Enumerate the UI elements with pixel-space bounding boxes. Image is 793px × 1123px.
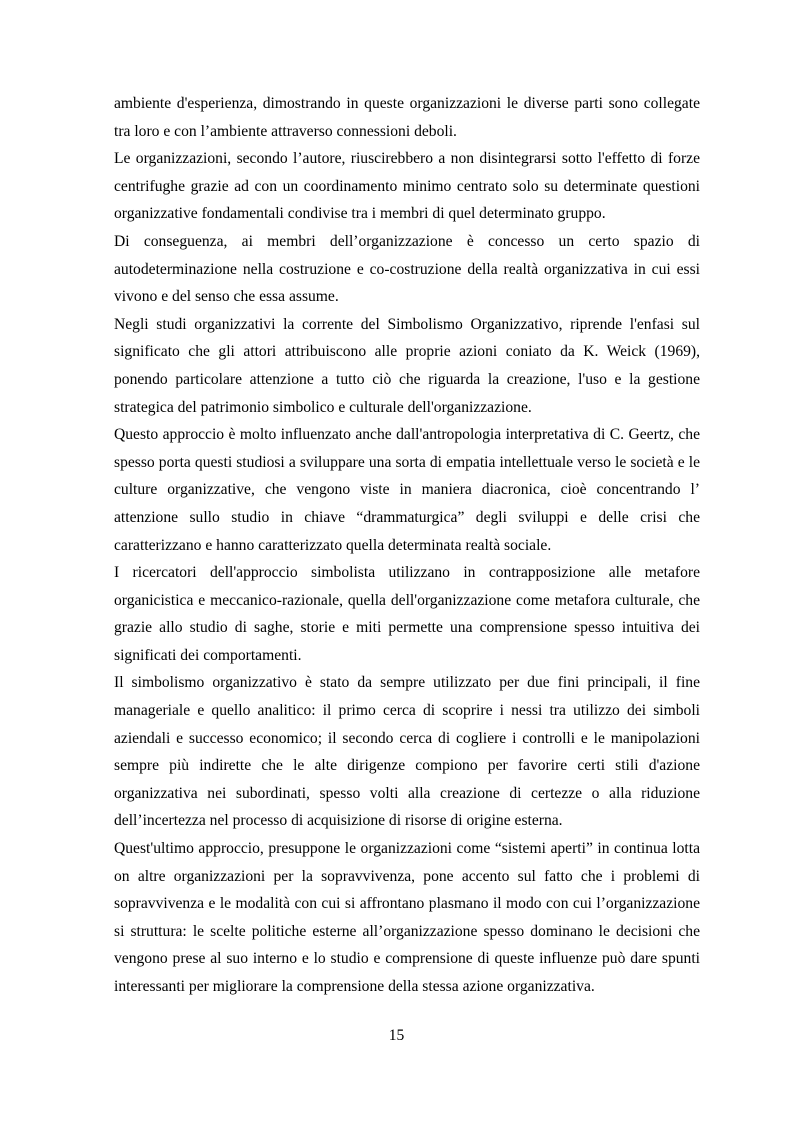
paragraph-8: Quest'ultimo approccio, presuppone le organizzazioni come “sistemi aperti” in continua lotta on altre organizzazioni per la sopravvivenza, pone accento sul fatto che i problemi di sopravvivenza e le modalità con cui si affrontano plasmano il modo con cui l’organizzazione si struttura: le scelte politiche esterne all’organizzazione spesso dominano le decisioni che vengono prese al suo interno e lo studio e comprensione di queste influenze può dare spunti interessanti per migliorare la comprensione della stessa azione organizzativa. bbox=[114, 840, 700, 995]
paragraph-3: Di conseguenza, ai membri dell’organizzazione è concesso un certo spazio di autodeterminazione nella costruzione e co-costruzione della realtà organizzativa in cui essi vivono e del senso che essa assume. bbox=[114, 232, 700, 306]
paragraph-2: Le organizzazioni, secondo l’autore, riuscirebbero a non disintegrarsi sotto l'effetto di forze centrifughe grazie ad con un coordinamento minimo centrato solo su determinate questioni organizzative fondamentali condivise tra i membri di quel determinato gruppo. bbox=[114, 150, 700, 223]
paragraph-5: Questo approccio è molto influenzato anche dall'antropologia interpretativa di C. Geertz, che spesso porta questi studiosi a sviluppare una sorta di empatia intellettuale verso le società e le culture organizzative, che vengono viste in maniera diacronica, cioè concentrando l’ attenzione sullo studio in chiave “drammaturgica” degli sviluppi e delle crisi che caratterizzano e hanno caratterizzato quella determinata realtà sociale. bbox=[114, 426, 700, 554]
document-page bbox=[114, 90, 700, 1001]
paragraph-1: ambiente d'esperienza, dimostrando in queste organizzazioni le diverse parti sono collegate tra loro e con l’ambiente attraverso connessioni deboli. bbox=[114, 95, 700, 140]
page-number: 15 bbox=[388, 1027, 405, 1044]
paragraph-7: Il simbolismo organizzativo è stato da sempre utilizzato per due fini principali, il fine manageriale e quello analitico: il primo cerca di scoprire i nessi tra utilizzo dei simboli aziendali e successo economico; il secondo cerca di cogliere i controlli e le manipolazioni sempre più indirette che le alte dirigenze compiono per favorire certi stili d'azione organizzativa nei subordinati, spesso volti alla creazione di certezze o alla riduzione dell’incertezza nel processo di acquisizione di risorse di origine esterna. bbox=[114, 674, 700, 830]
paragraph-4: Negli studi organizzativi la corrente del Simbolismo Organizzativo, riprende l'enfasi sul significato che gli attori attribuiscono alle proprie azioni coniato da K. Weick (1969), ponendo particolare attenzione a tutto ciò che riguarda la creazione, l'uso e la gestione strategica del patrimonio simbolico e culturale dell'organizzazione. bbox=[114, 315, 700, 416]
paragraph-6: I ricercatori dell'approccio simbolista utilizzano in contrapposizione alle metafore organicistica e meccanico-razionale, quella dell'organizzazione come metafora culturale, che grazie allo studio di saghe, storie e miti permette una comprensione spesso intuitiva dei significati dei comportamenti. bbox=[114, 564, 700, 664]
